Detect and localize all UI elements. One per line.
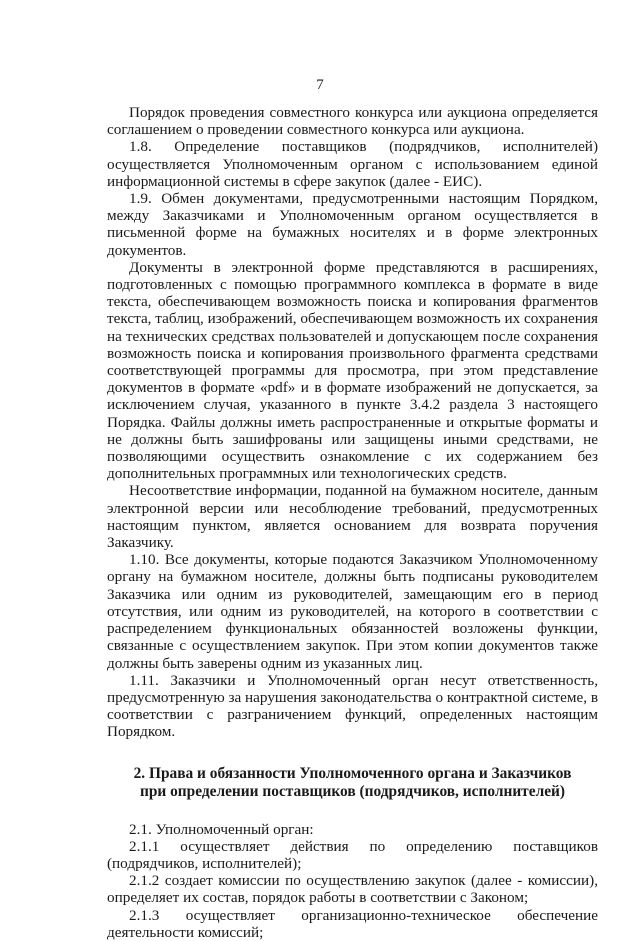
paragraph-2-1-1: 2.1.1 осуществляет действия по определению поставщиков (подрядчиков, исполнителей); (107, 837, 598, 872)
paragraph-1-10: 1.10. Все документы, которые подаются Заказчиком Уполномоченному органу на бумажном носителе, должны быть подписаны руководителем Заказчика или одним из руководителей, замещающим его в период отсутствия, или одним из руководителей, на которого в соответствии с распределением функциональных обязанностей возложены функции, связанные с осуществлением закупок. При этом копии документов также должны быть заверены одним из указанных лиц. (107, 551, 598, 672)
document-body (107, 104, 598, 941)
paragraph-1-8: 1.8. Определение поставщиков (подрядчиков, исполнителей) осуществляется Уполномоченным органом с использованием единой информационной системы в сфере закупок (далее - ЕИС). (107, 138, 598, 190)
paragraph-electronic-documents: Документы в электронной форме представляются в расширениях, подготовленных с помощью программного комплекса в формате в виде текста, обеспечивающем возможность поиска и копирования фрагментов текста, таблиц, изображений, обеспечивающем возможность их сохранения на технических средствах пользователей и допускающем после сохранения возможность поиска и копирования произвольного фрагмента средствами соответствующей программы для просмотра, при этом представление документов в формате «pdf» и в формате изображений не допускается, за исключением случая, указанного в пункте 3.4.2 раздела 3 настоящего Порядка. Файлы должны иметь распространенные и открытые форматы и не должны быть зашифрованы или защищены иными средствами, не позволяющими осуществить ознакомление с их содержанием без дополнительных программных или технологических средств. (107, 258, 598, 483)
page-number: 7 (316, 77, 324, 93)
section-heading (107, 765, 598, 801)
section-heading-line-2: при определении поставщиков (подрядчиков, исполнителей) (139, 782, 566, 800)
paragraph-2-1-2: 2.1.2 создает комиссии по осуществлению закупок (далее - комиссии), определяет их состав, порядок работы в соответствии с Законом; (107, 872, 598, 907)
paragraph-2-1: 2.1. Уполномоченный орган: (129, 820, 314, 838)
section-heading-line-1: 2. Права и обязанности Уполномоченного органа и Заказчиков (133, 764, 572, 782)
paragraph-joint-tender: Порядок проведения совместного конкурса или аукциона определяется соглашением о проведении совместного конкурса или аукциона. (107, 104, 598, 139)
paragraph-1-9: 1.9. Обмен документами, предусмотренными настоящим Порядком, между Заказчиками и Уполномоченным органом осуществляется в письменной форме на бумажных носителях и в форме электронных документов. (107, 190, 598, 259)
paragraph-1-11: 1.11. Заказчики и Уполномоченный орган несут ответственность, предусмотренную за нарушения законодательства о контрактной системе, в соответствии с разграничением функций, определенных настоящим Порядком. (107, 671, 598, 741)
paragraph-nonconformity: Несоответствие информации, поданной на бумажном носителе, данным электронной версии или несоблюдение требований, предусмотренных настоящим пунктом, является основанием для возврата поручения Заказчику. (107, 482, 598, 552)
paragraph-2-1-3: 2.1.3 осуществляет организационно-техническое обеспечение деятельности комиссий; (107, 906, 598, 941)
